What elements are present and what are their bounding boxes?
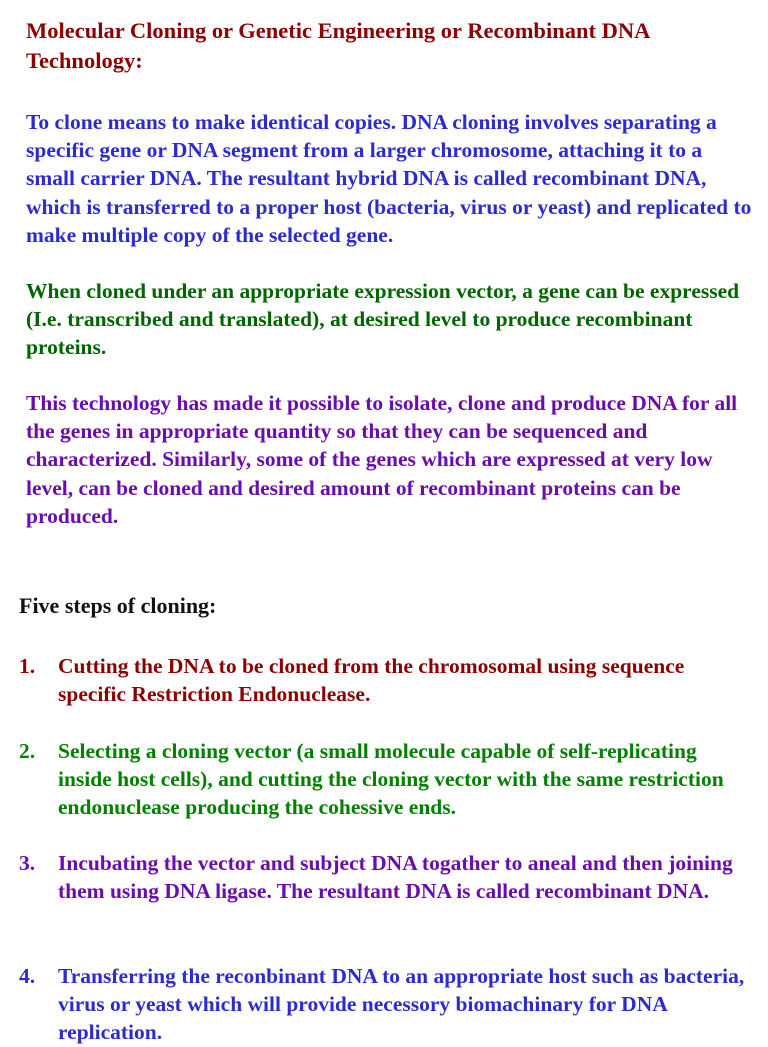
step-text: Cutting the DNA to be cloned from the chromosomal using sequence specific Restriction Endonuclease. xyxy=(58,654,685,707)
steps-heading: Five steps of cloning: xyxy=(19,593,217,618)
step-text: Transferring the reconbinant DNA to an appropriate host such as bacteria, virus or yeast which will provide necessory biomachinary for DNA replication. xyxy=(58,964,745,1045)
intro-paragraph: To clone means to make identical copies. DNA cloning involves separating a specific gene or DNA segment from a larger chromosome, attaching it to a small carrier DNA. The resultant hybrid DNA is called recombinant DNA, which is transferred to a proper host (bacteria, virus or yeast) and replicated to make multiple copy of the selected gene. xyxy=(26,110,752,247)
technology-paragraph: This technology has made it possible to isolate, clone and produce DNA for all the genes in appropriate quantity so that they can be sequenced and characterized. Similarly, some of the genes which are expressed at very low level, can be cloned and desired amount of recombinant proteins can be produced. xyxy=(26,391,738,528)
step-text: Incubating the vector and subject DNA togather to aneal and then joining them using DNA ligase. The resultant DNA is called recombinant DNA. xyxy=(58,851,733,904)
page-title: Molecular Cloning or Genetic Engineering or Recombinant DNA Technology: xyxy=(26,18,650,73)
step-number: 1. xyxy=(19,654,36,678)
step-number: 4. xyxy=(19,964,36,988)
expression-paragraph: When cloned under an appropriate expression vector, a gene can be expressed (I.e. transcribed and translated), at desired level to produce recombinant proteins. xyxy=(26,279,740,360)
step-text: Selecting a cloning vector (a small molecule capable of self-replicating inside host cells), and cutting the cloning vector with the same restriction endonuclease producing the cohessive ends. xyxy=(58,739,724,820)
step-number: 3. xyxy=(19,851,36,875)
step-item xyxy=(19,849,749,905)
step-item xyxy=(19,962,749,1047)
step-number: 2. xyxy=(19,739,36,763)
step-item xyxy=(19,737,749,822)
step-item xyxy=(19,652,749,708)
